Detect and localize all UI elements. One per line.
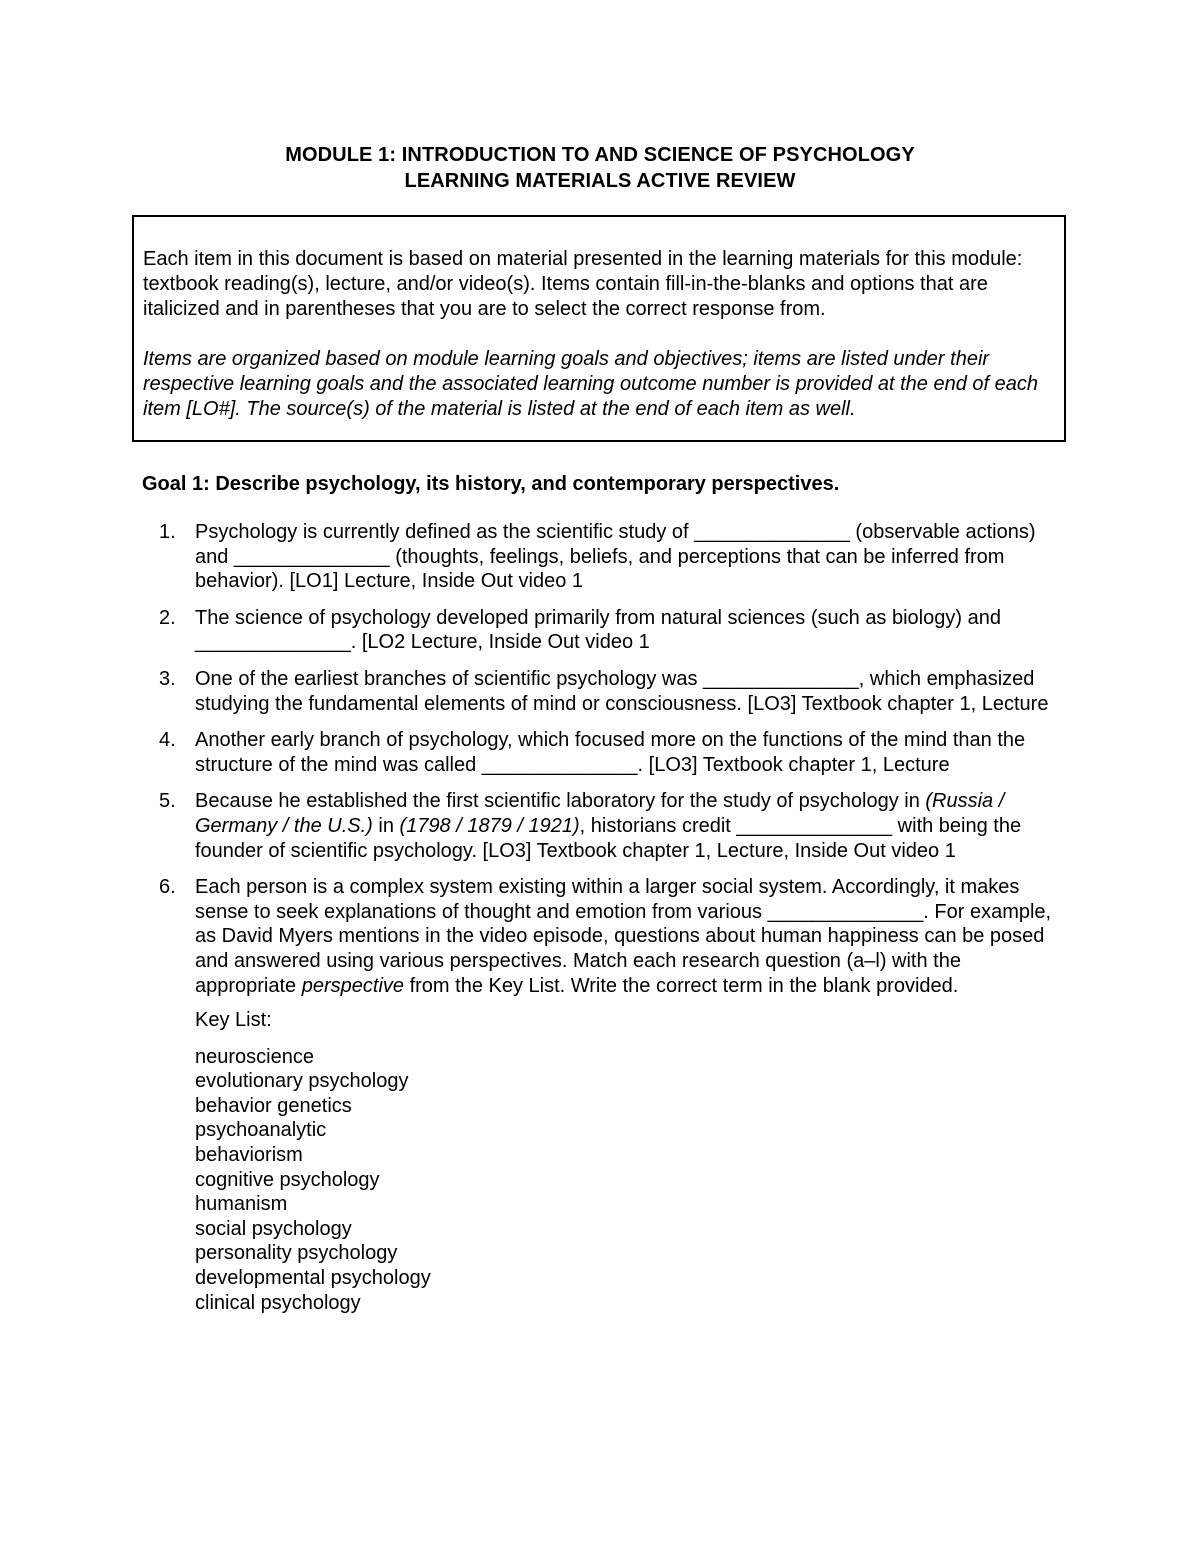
key-list-item: psychoanalytic <box>195 1119 327 1142</box>
question-number: 1. <box>159 521 176 543</box>
goal-heading: Goal 1: Describe psychology, its history, and contemporary perspectives. <box>142 473 840 495</box>
title-line-1: MODULE 1: INTRODUCTION TO AND SCIENCE OF PSYCHOLOGY <box>285 144 915 166</box>
question-item <box>142 520 1060 594</box>
question-text: Psychology is currently defined as the scientific study of ______________ (observable actions) and ______________ (thoughts, feelings, beliefs, and perceptions that can be inferred from behavior). [LO1] Lecture, Inside Out video 1 <box>195 521 1036 593</box>
key-list-item: behaviorism <box>195 1144 303 1167</box>
key-list-item: clinical psychology <box>195 1291 361 1314</box>
question-text <box>195 876 1051 996</box>
key-list-item: behavior genetics <box>195 1094 352 1117</box>
question-number: 6. <box>159 876 176 899</box>
question-text-part: Because he established the first scientific laboratory for the study of psychology in <box>195 790 926 813</box>
key-list-item: social psychology <box>195 1217 352 1240</box>
key-list-item: humanism <box>195 1193 288 1216</box>
question-item <box>142 667 1060 716</box>
question-number: 5. <box>159 790 176 813</box>
year-options: (1798 / 1879 / 1921) <box>399 814 580 837</box>
emphasized-term: perspective <box>301 974 405 997</box>
question-item <box>142 728 1060 777</box>
question-number: 3. <box>159 667 176 690</box>
document-title <box>0 142 1200 194</box>
question-list <box>142 520 1060 1327</box>
question-number: 4. <box>159 729 176 752</box>
question-number: 2. <box>159 606 176 629</box>
question-text-part: Each person is a complex system existing within a larger social system. Accordingly, it makes sense to seek explanations of thought and emotion from various ______________. For example, as David Myers mentions in the video episode, questions about human happiness can be posed and answered using various perspectives. Match each research question (a–l) with the appropriate <box>195 876 1052 997</box>
key-list-item: developmental psychology <box>195 1267 431 1290</box>
question-text-part: from the Key List. Write the correct term in the blank provided. <box>404 974 959 997</box>
country-options: (Russia / Germany / the U.S.) <box>195 790 1005 837</box>
question-text: The science of psychology developed primarily from natural sciences (such as biology) and ______________. [LO2 Lecture, Inside Out video 1 <box>195 606 1001 654</box>
key-list-item: evolutionary psychology <box>195 1070 409 1093</box>
instructions-paragraph: Each item in this document is based on material presented in the learning materials for this module: textbook reading(s), lecture, and/or video(s). Items contain fill-in-the-blanks and options that are italicized and in parentheses that you are to select the correct response from. <box>143 248 1023 320</box>
key-list-item: neuroscience <box>195 1045 314 1068</box>
key-list-item: personality psychology <box>195 1242 398 1265</box>
question-item <box>142 875 1060 1315</box>
key-list <box>195 1045 1060 1316</box>
question-text: One of the earliest branches of scientific psychology was ______________, which emphasized studying the fundamental elements of mind or consciousness. [LO3] Textbook chapter 1, Lecture <box>195 667 1049 715</box>
question-text-part: in <box>372 814 400 837</box>
instructions-box <box>132 215 1066 442</box>
key-list-item: cognitive psychology <box>195 1168 380 1191</box>
title-line-2: LEARNING MATERIALS ACTIVE REVIEW <box>404 170 796 192</box>
question-item <box>142 606 1060 655</box>
question-item <box>142 789 1060 863</box>
instructions-organization-paragraph: Items are organized based on module learning goals and objectives; items are listed under their respective learning goals and the associated learning outcome number is provided at the end of each item [LO#]. The source(s) of the material is listed at the end of each item as well. <box>143 348 1039 420</box>
question-text <box>195 790 1021 861</box>
question-text: Another early branch of psychology, which focused more on the functions of the mind than the structure of the mind was called ______________. [LO3] Textbook chapter 1, Lecture <box>195 729 1026 776</box>
question-text-part: , historians credit ______________ with being the founder of scientific psychology. [LO3] Textbook chapter 1, Lecture, Inside Out video 1 <box>195 814 1022 862</box>
key-list-label: Key List: <box>195 1009 272 1032</box>
